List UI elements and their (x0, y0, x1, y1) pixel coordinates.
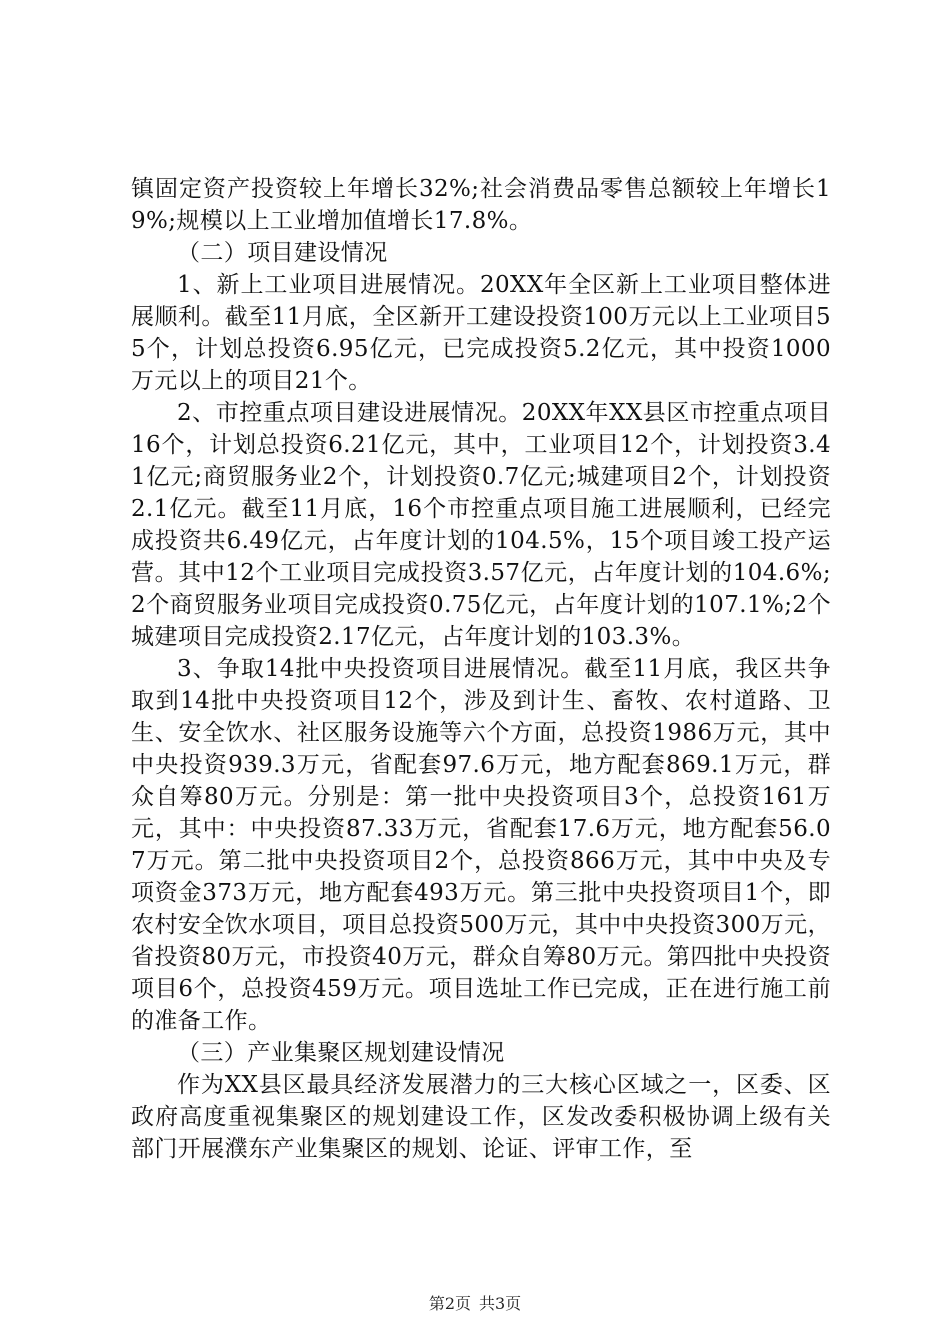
paragraph-7: 作为XX县区最具经济发展潜力的三大核心区域之一，区委、区政府高度重视集聚区的规划建设工作，区发改委积极协调上级有关部门开展濮东产业集聚区的规划、论证、评审工作，至 (131, 1072, 831, 1162)
paragraph-5: 3、争取14批中央投资项目进展情况。截至11月底，我区共争取到14批中央投资项目12个，涉及到计生、畜牧、农村道路、卫生、安全饮水、社区服务设施等六个方面，总投资1986万元，其中中央投资939.3万元，省配套97.6万元，地方配套869.1万元，群众自筹80万元。分别是：第一批中央投资项目3个，总投资161万元，其中：中央投资87.33万元，省配套17.6万元，地方配套56.07万元。第二批中央投资项目2个，总投资866万元，其中中央及专项资金373万元，地方配套493万元。第三批中央投资项目1个，即农村安全饮水项目，项目总投资500万元，其中中央投资300万元，省投资80万元，市投资40万元，群众自筹80万元。第四批中央投资项目6个，总投资459万元。项目选址工作已完成，正在进行施工前的准备工作。 (131, 656, 831, 1034)
page-footer (0, 1294, 950, 1314)
paragraph-3: 1、新上工业项目进展情况。20XX年全区新上工业项目整体进展顺利。截至11月底，全区新开工建设投资100万元以上工业项目55个，计划总投资6.95亿元，已完成投资5.2亿元，其中投资1000万元以上的项目21个。 (131, 272, 831, 394)
section-heading-3: （三）产业集聚区规划建设情况 (177, 1040, 505, 1066)
section-heading-2: （二）项目建设情况 (177, 240, 388, 266)
paragraph-1: 镇固定资产投资较上年增长32%;社会消费品零售总额较上年增长19%;规模以上工业增加值增长17.8%。 (131, 176, 831, 234)
page-total: 共3页 (479, 1294, 522, 1313)
paragraph-4: 2、市控重点项目建设进展情况。20XX年XX县区市控重点项目16个，计划总投资6.21亿元，其中，工业项目12个，计划投资3.41亿元;商贸服务业2个，计划投资0.7亿元;城建项目2个，计划投资2.1亿元。截至11月底，16个市控重点项目施工进展顺利，已经完成投资共6.49亿元，占年度计划的104.5%，15个项目竣工投产运营。其中12个工业项目完成投资3.57亿元，占年度计划的104.6%;2个商贸服务业项目完成投资0.75亿元，占年度计划的107.1%;2个城建项目完成投资2.17亿元，占年度计划的103.3%。 (131, 400, 831, 650)
page-number: 第2页 (428, 1294, 471, 1313)
document-body (131, 173, 831, 1165)
